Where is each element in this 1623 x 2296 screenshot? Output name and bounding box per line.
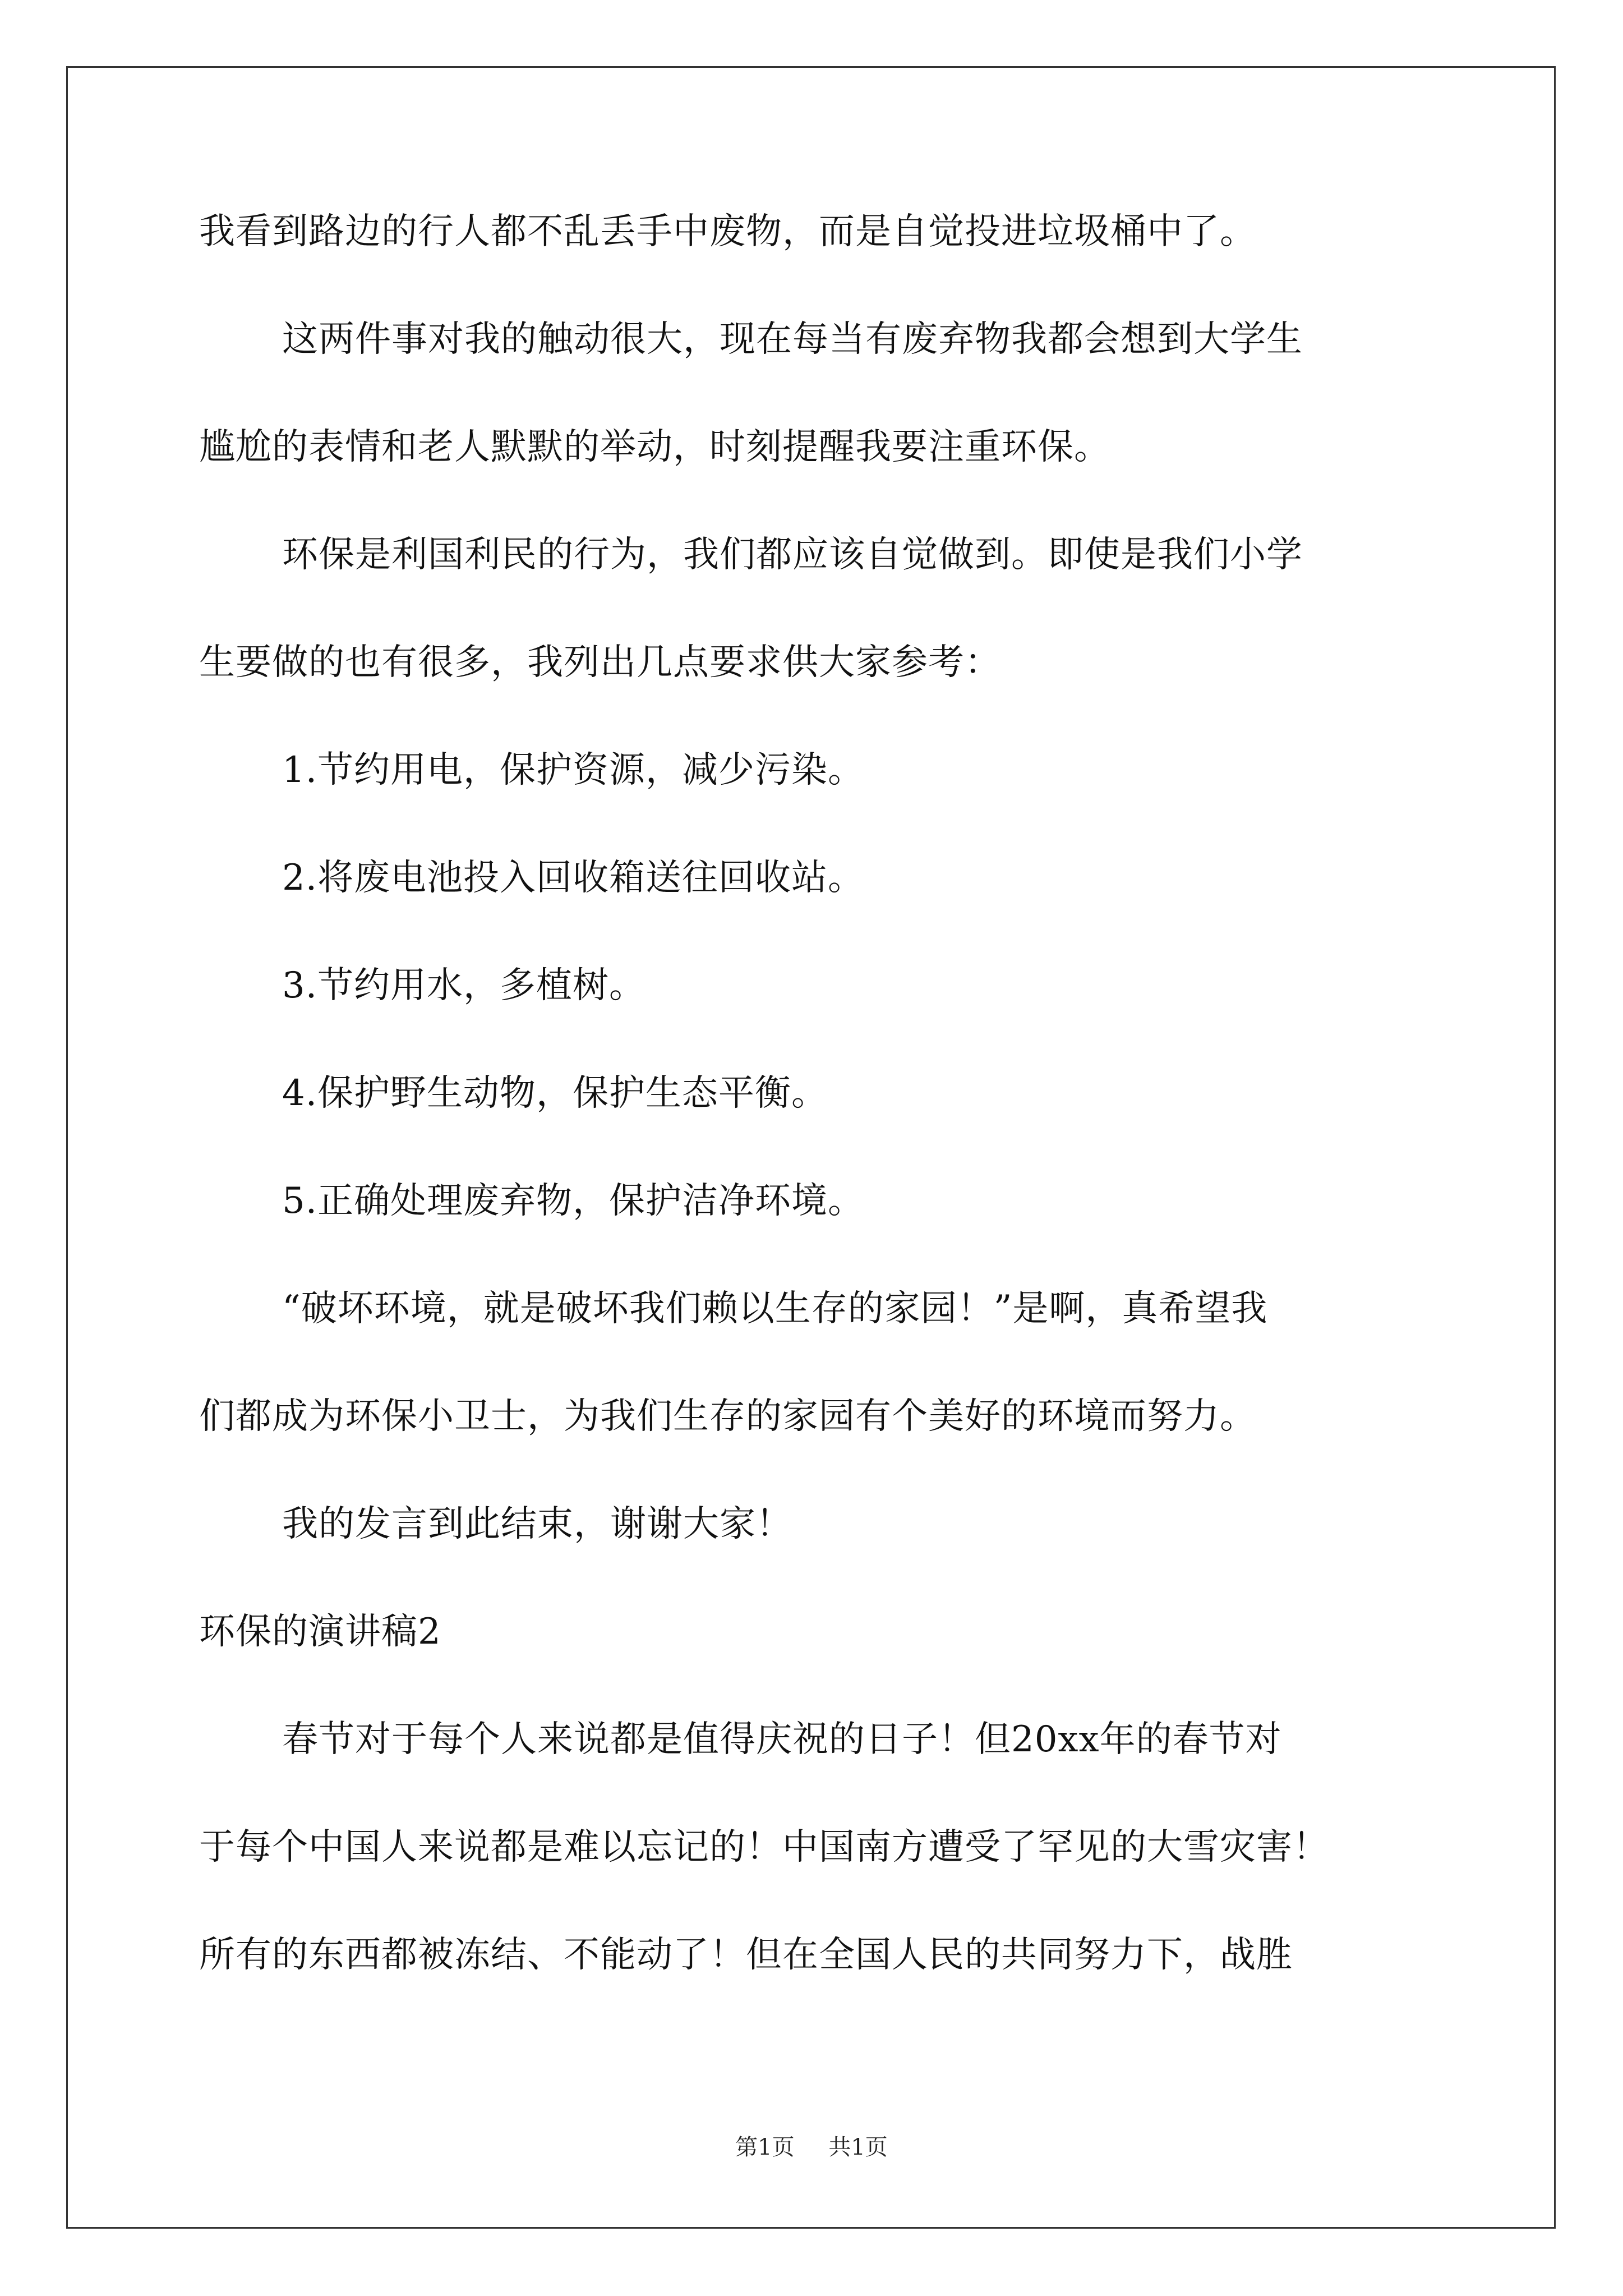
list-item: 5.正确处理废弃物，保护洁净环境。: [282, 1180, 865, 1222]
list-item: 2.将废电池投入回收箱送往回收站。: [282, 857, 865, 899]
body-line: 我看到路边的行人都不乱丢手中废物，而是自觉投进垃圾桶中了。: [199, 211, 1256, 252]
document-body: [199, 205, 1450, 2036]
list-item: 4.保护野生动物，保护生态平衡。: [282, 1073, 828, 1114]
page-number-current: 第1页: [735, 2134, 795, 2160]
body-line: 我的发言到此结束，谢谢大家！: [282, 1503, 792, 1545]
body-line: 生要做的也有很多，我列出几点要求供大家参考：: [199, 642, 1001, 683]
body-line: 所有的东西都被冻结、不能动了！但在全国人民的共同努力下，战胜: [199, 1934, 1293, 1976]
page-footer: [0, 2132, 1623, 2163]
body-line: 们都成为环保小卫士，为我们生存的家园有个美好的环境而努力。: [199, 1396, 1256, 1437]
body-line: 环保是利国利民的行为，我们都应该自觉做到。即使是我们小学: [282, 534, 1303, 576]
page-number-total: 共1页: [828, 2134, 888, 2160]
body-line: “破坏环境，就是破坏我们赖以生存的家园！”是啊，真希望我: [282, 1288, 1268, 1329]
list-item: 3.节约用水，多植树。: [282, 965, 646, 1006]
section-heading: 环保的演讲稿2: [199, 1611, 441, 1653]
body-line: 这两件事对我的触动很大，现在每当有废弃物我都会想到大学生: [282, 319, 1303, 360]
body-line: 尴尬的表情和老人默默的举动，时刻提醒我要注重环保。: [199, 426, 1110, 468]
body-line: 春节对于每个人来说都是值得庆祝的日子！但20xx年的春节对: [282, 1719, 1282, 1760]
body-line: 于每个中国人来说都是难以忘记的！中国南方遭受了罕见的大雪灾害！: [199, 1826, 1329, 1868]
list-item: 1.节约用电，保护资源，减少污染。: [282, 749, 865, 791]
